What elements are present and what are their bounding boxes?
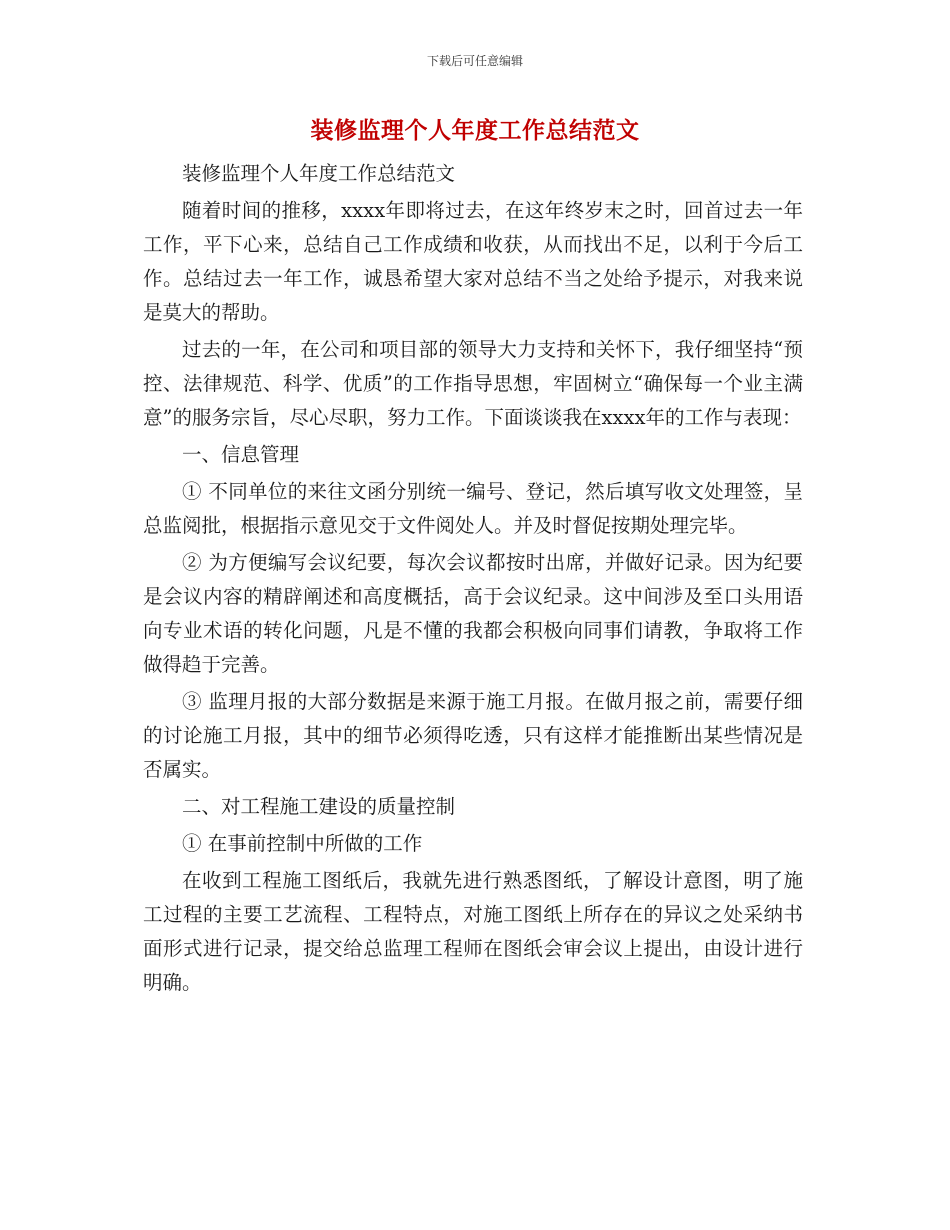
paragraph-subtitle: 装修监理个人年度工作总结范文 — [182, 162, 456, 185]
section-heading-quality-control: 二、对工程施工建设的质量控制 — [182, 795, 456, 818]
paragraph-item-3: ③ 监理月报的大部分数据是来源于施工月报。在做月报之前，需要仔细的讨论施工月报，其中的细节必须得吃透，只有这样才能推断出某些情况是否属实。 — [143, 690, 803, 781]
paragraph-intro: 随着时间的推移，xxxx年即将过去，在这年终岁末之时，回首过去一年工作，平下心来，总结自己工作成绩和收获，从而找出不足，以利于今后工作。总结过去一年工作，诚恳希望大家对总结不当之处给予提示，对我来说是莫大的帮助。 — [143, 199, 803, 324]
document-title: 装修监理个人年度工作总结范文 — [310, 118, 640, 144]
paragraph-review: 过去的一年，在公司和项目部的领导大力支持和关怀下，我仔细坚持“预控、法律规范、科学、优质”的工作指导思想，牢固树立“确保每一个业主满意”的服务宗旨，尽心尽职，努力工作。下面谈谈我在xxxx年的工作与表现： — [143, 338, 803, 429]
section-heading-info-management: 一、信息管理 — [182, 443, 300, 466]
paragraph-item-1: ① 不同单位的来往文函分别统一编号、登记，然后填写收文处理签，呈总监阅批，根据指示意见交于文件阅处人。并及时督促按期处理完毕。 — [143, 480, 803, 537]
subheading-pre-control: ① 在事前控制中所做的工作 — [182, 832, 423, 855]
paragraph-item-2: ② 为方便编写会议纪要，每次会议都按时出席，并做好记录。因为纪要是会议内容的精辟阐述和高度概括，高于会议纪录。这中间涉及至口头用语向专业术语的转化问题，凡是不懂的我都会积极向同事们请教，争取将工作做得趋于完善。 — [143, 551, 803, 676]
header-note: 下载后可任意编辑 — [426, 54, 523, 68]
paragraph-drawings: 在收到工程施工图纸后，我就先进行熟悉图纸，了解设计意图，明了施工过程的主要工艺流程、工程特点，对施工图纸上所存在的异议之处采纳书面形式进行记录，提交给总监理工程师在图纸会审会议上提出，由设计进行明确。 — [143, 869, 803, 994]
document-body — [143, 157, 803, 1003]
